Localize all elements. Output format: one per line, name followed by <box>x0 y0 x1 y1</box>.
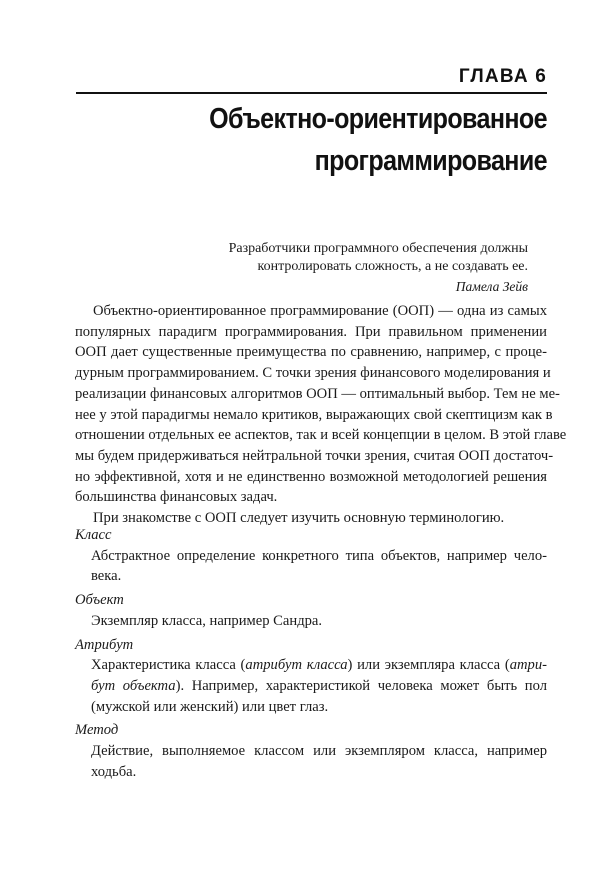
chapter-title-line-2: программирование <box>314 145 547 177</box>
term-name: Метод <box>75 722 119 739</box>
text-line: нее у этой парадигмы немало критиков, выражающих свой скептицизм как в <box>75 406 553 423</box>
text-fragment: Характеристика класса ( <box>91 657 246 674</box>
term-definition <box>75 741 547 782</box>
paragraph-intro <box>75 301 567 508</box>
term-object <box>75 587 547 631</box>
epigraph-author: Памела Зейв <box>455 279 528 294</box>
text-line: (мужской или женский) или цвет глаз. <box>91 698 329 715</box>
text-fragment: ) или экземпляра класса ( <box>347 657 510 674</box>
term-name: Класс <box>75 527 112 543</box>
text-line: реализации финансовых алгоритмов ООП — оптимальный выбор. Тем не ме- <box>75 385 560 402</box>
term-definition <box>75 546 547 587</box>
epigraph-line-1: Разработчики программного обеспечения должны <box>228 241 528 256</box>
text-line: Объектно-ориентированное программирование (ООП) — одна из самых <box>93 303 547 319</box>
emphasis-text: бут объекта <box>91 677 176 694</box>
text-line: отношении отдельных ее аспектов, так и всей концепции в целом. В этой главе <box>75 427 567 444</box>
body-text <box>75 301 567 529</box>
epigraph <box>229 240 528 296</box>
chapter-title-line-1: Объектно-ориентированное <box>209 103 547 135</box>
text-line: большинства финансовых задач. <box>75 489 278 506</box>
term-name: Атрибут <box>75 636 134 653</box>
emphasis-text: атри- <box>509 657 547 674</box>
text-line: мы будем придерживаться нейтральной точки зрения, считая ООП достаточ- <box>75 447 554 464</box>
header-rule <box>76 92 547 94</box>
text-line: Действие, выполняемое классом или экземпляром класса, например <box>91 743 547 760</box>
text-line <box>91 655 547 676</box>
text-line: При знакомстве с ООП следует изучить основную терминологию. <box>93 510 505 527</box>
term-definition <box>75 655 547 717</box>
term-attribute <box>75 632 547 718</box>
term-name: Объект <box>75 592 124 609</box>
text-line: ООП дает существенные преимущества по сравнению, например, с проце- <box>75 344 547 361</box>
chapter-title <box>209 98 547 182</box>
text-line: Экземпляр класса, например Сандра. <box>91 612 323 629</box>
text-line: Абстрактное определение конкретного типа объектов, например чело- <box>91 547 547 564</box>
text-line: дурным программированием. С точки зрения финансового моделирования и <box>75 365 551 382</box>
emphasis-text: атрибут класса <box>245 657 348 674</box>
text-line <box>91 676 547 697</box>
term-class <box>75 522 547 587</box>
text-line: популярных парадигм программирования. При правильном применении <box>75 323 547 340</box>
terms-list <box>75 522 547 782</box>
chapter-label: ГЛАВА 6 <box>458 66 547 87</box>
text-fragment: ). Например, характеристикой человека может быть пол <box>175 677 547 694</box>
term-method <box>75 717 547 782</box>
epigraph-line-2: контролировать сложность, а не создавать ее. <box>257 259 528 274</box>
text-line: ходьба. <box>91 763 137 780</box>
text-line: но эффективной, хотя и не единственно возможной методологией решения <box>75 468 547 485</box>
term-definition <box>75 611 547 632</box>
text-line: века. <box>91 568 122 585</box>
